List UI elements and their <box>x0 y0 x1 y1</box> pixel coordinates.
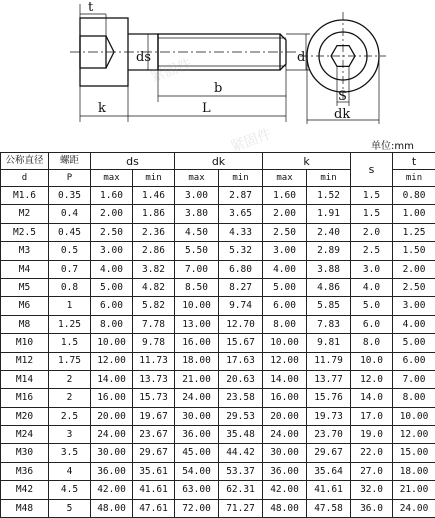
table-cell: 18.00 <box>393 462 435 480</box>
table-row <box>1 462 435 480</box>
table-cell: 12.00 <box>393 426 435 444</box>
table-cell: 32.0 <box>351 481 393 499</box>
table-cell: 5.85 <box>307 297 351 315</box>
table-cell: 19.0 <box>351 426 393 444</box>
table-cell: 10.0 <box>351 352 393 370</box>
table-cell: 8.0 <box>351 334 393 352</box>
table-cell: 19.73 <box>307 407 351 425</box>
label-ds: ds <box>136 50 151 65</box>
table-cell: 53.37 <box>219 462 263 480</box>
table-cell: 6.00 <box>263 297 307 315</box>
table-row <box>1 315 435 333</box>
table-cell: 16.00 <box>263 389 307 407</box>
table-row <box>1 205 435 223</box>
table-cell: 36.00 <box>91 462 133 480</box>
table-cell: 11.73 <box>133 352 175 370</box>
table-cell: 36.00 <box>263 462 307 480</box>
table-cell: 4.00 <box>393 315 435 333</box>
table-cell: 12.00 <box>263 352 307 370</box>
table-cell: M48 <box>1 499 49 517</box>
table-cell: 24.00 <box>393 499 435 517</box>
table-cell: 6.00 <box>91 297 133 315</box>
table-cell: 3 <box>49 426 91 444</box>
table-cell: 2 <box>49 389 91 407</box>
table-cell: 29.67 <box>307 444 351 462</box>
table-cell: M4 <box>1 260 49 278</box>
table-cell: M3 <box>1 242 49 260</box>
table-cell: 6.00 <box>393 352 435 370</box>
table-cell: 5.50 <box>175 242 219 260</box>
table-cell: 2.00 <box>91 205 133 223</box>
table-cell: M14 <box>1 370 49 388</box>
table-cell: 15.00 <box>393 444 435 462</box>
table-cell: 12.70 <box>219 315 263 333</box>
table-cell: 23.58 <box>219 389 263 407</box>
unit-note: 单位:mm <box>371 137 414 152</box>
table-cell: 3.5 <box>49 444 91 462</box>
table-row <box>1 260 435 278</box>
table-cell: M12 <box>1 352 49 370</box>
table-cell: 1.50 <box>393 242 435 260</box>
table-cell: 17.0 <box>351 407 393 425</box>
table-cell: 16.00 <box>175 334 219 352</box>
table-cell: M36 <box>1 462 49 480</box>
watermark: 紧固件 <box>228 123 274 156</box>
table-cell: 3.65 <box>219 205 263 223</box>
table-cell: 4.82 <box>133 278 175 296</box>
header-dk-min: min <box>219 170 263 187</box>
table-cell: 2.5 <box>351 242 393 260</box>
label-b: b <box>214 81 222 96</box>
table-cell: 20.63 <box>219 370 263 388</box>
label-t: t <box>88 0 94 15</box>
table-cell: 2 <box>49 370 91 388</box>
table-cell: 13.77 <box>307 370 351 388</box>
table-cell: 3.00 <box>175 187 219 205</box>
table-cell: 0.8 <box>49 278 91 296</box>
table-cell: 13.73 <box>133 370 175 388</box>
table-cell: M30 <box>1 444 49 462</box>
header-pitch: 螺距 <box>49 153 91 170</box>
table-cell: 1.91 <box>307 205 351 223</box>
table-cell: 3.82 <box>133 260 175 278</box>
table-cell: 16.00 <box>91 389 133 407</box>
table-cell: 0.80 <box>393 187 435 205</box>
table-row <box>1 187 435 205</box>
table-row <box>1 407 435 425</box>
table-cell: 8.00 <box>91 315 133 333</box>
table-row <box>1 499 435 517</box>
table-cell: 6.0 <box>351 315 393 333</box>
table-cell: 5 <box>49 499 91 517</box>
table-cell: 24.00 <box>175 389 219 407</box>
table-row <box>1 389 435 407</box>
table-cell: 2.50 <box>91 223 133 241</box>
header-dk-max: max <box>175 170 219 187</box>
table-cell: 1.60 <box>263 187 307 205</box>
table-cell: 8.27 <box>219 278 263 296</box>
table-cell: 2.0 <box>351 223 393 241</box>
table-row <box>1 352 435 370</box>
table-cell: 30.00 <box>91 444 133 462</box>
table-cell: 1.5 <box>351 187 393 205</box>
table-cell: 15.67 <box>219 334 263 352</box>
table-cell: 8.50 <box>175 278 219 296</box>
table-cell: 7.00 <box>393 370 435 388</box>
table-cell: 1 <box>49 297 91 315</box>
table-row <box>1 278 435 296</box>
table-cell: 30.00 <box>175 407 219 425</box>
table-cell: 17.63 <box>219 352 263 370</box>
table-cell: 13.00 <box>175 315 219 333</box>
table-cell: 62.31 <box>219 481 263 499</box>
table-cell: 4.00 <box>91 260 133 278</box>
table-cell: 9.74 <box>219 297 263 315</box>
table-cell: M2.5 <box>1 223 49 241</box>
label-d: d <box>297 50 305 65</box>
table-cell: 3.00 <box>263 242 307 260</box>
header-k-min: min <box>307 170 351 187</box>
table-cell: 9.78 <box>133 334 175 352</box>
table-cell: M24 <box>1 426 49 444</box>
watermark: 紧固件 <box>148 53 194 86</box>
table-cell: 5.32 <box>219 242 263 260</box>
table-cell: 0.45 <box>49 223 91 241</box>
table-cell: 4 <box>49 462 91 480</box>
table-cell: 5.00 <box>263 278 307 296</box>
table-row <box>1 297 435 315</box>
table-cell: 5.0 <box>351 297 393 315</box>
table-cell: 15.73 <box>133 389 175 407</box>
header-ds: ds <box>91 153 175 170</box>
table-cell: 71.27 <box>219 499 263 517</box>
table-cell: 8.00 <box>263 315 307 333</box>
table-cell: 21.00 <box>393 481 435 499</box>
table-cell: 21.00 <box>175 370 219 388</box>
table-cell: 4.5 <box>49 481 91 499</box>
table-cell: 30.00 <box>263 444 307 462</box>
table-cell: 5.00 <box>393 334 435 352</box>
header-ds-max: max <box>91 170 133 187</box>
table-cell: 7.83 <box>307 315 351 333</box>
table-cell: 1.25 <box>49 315 91 333</box>
table-cell: 63.00 <box>175 481 219 499</box>
table-cell: 12.00 <box>91 352 133 370</box>
spec-table-body <box>1 187 435 518</box>
table-cell: 24.00 <box>91 426 133 444</box>
header-t: t <box>393 153 435 170</box>
table-cell: 47.61 <box>133 499 175 517</box>
table-row <box>1 223 435 241</box>
header-t-min: min <box>393 170 435 187</box>
table-cell: 2.00 <box>393 260 435 278</box>
table-cell: 1.75 <box>49 352 91 370</box>
header-nominal-symbol: d <box>1 170 49 187</box>
table-cell: 35.61 <box>133 462 175 480</box>
table-cell: 0.5 <box>49 242 91 260</box>
table-cell: 2.87 <box>219 187 263 205</box>
table-cell: 3.88 <box>307 260 351 278</box>
table-cell: 35.48 <box>219 426 263 444</box>
table-cell: M42 <box>1 481 49 499</box>
table-cell: 27.0 <box>351 462 393 480</box>
table-cell: 14.0 <box>351 389 393 407</box>
table-row <box>1 481 435 499</box>
table-cell: 41.61 <box>307 481 351 499</box>
table-cell: M6 <box>1 297 49 315</box>
table-cell: M20 <box>1 407 49 425</box>
label-k: k <box>98 101 106 116</box>
table-cell: 47.58 <box>307 499 351 517</box>
table-cell: 45.00 <box>175 444 219 462</box>
label-L: L <box>202 101 211 116</box>
table-cell: 4.0 <box>351 278 393 296</box>
table-cell: 36.00 <box>175 426 219 444</box>
table-cell: 20.00 <box>91 407 133 425</box>
table-cell: 19.67 <box>133 407 175 425</box>
table-cell: 23.67 <box>133 426 175 444</box>
table-cell: 48.00 <box>263 499 307 517</box>
table-cell: 3.0 <box>351 260 393 278</box>
table-cell: 1.5 <box>351 205 393 223</box>
table-cell: 2.00 <box>263 205 307 223</box>
label-dk: dk <box>334 107 350 122</box>
table-cell: 1.86 <box>133 205 175 223</box>
table-cell: 54.00 <box>175 462 219 480</box>
table-cell: 10.00 <box>393 407 435 425</box>
spec-table <box>0 152 435 518</box>
table-cell: 72.00 <box>175 499 219 517</box>
table-cell: 36.0 <box>351 499 393 517</box>
table-cell: M8 <box>1 315 49 333</box>
table-cell: 18.00 <box>175 352 219 370</box>
table-row <box>1 426 435 444</box>
table-row <box>1 242 435 260</box>
table-row <box>1 334 435 352</box>
table-cell: 2.89 <box>307 242 351 260</box>
table-cell: 0.4 <box>49 205 91 223</box>
table-cell: 10.00 <box>175 297 219 315</box>
table-cell: 23.70 <box>307 426 351 444</box>
table-cell: 29.67 <box>133 444 175 462</box>
header-ds-min: min <box>133 170 175 187</box>
table-cell: 24.00 <box>263 426 307 444</box>
table-cell: 11.79 <box>307 352 351 370</box>
table-cell: 1.00 <box>393 205 435 223</box>
table-cell: 42.00 <box>263 481 307 499</box>
table-cell: 4.33 <box>219 223 263 241</box>
table-cell: 5.82 <box>133 297 175 315</box>
table-cell: M1.6 <box>1 187 49 205</box>
table-cell: 6.80 <box>219 260 263 278</box>
table-cell: 7.00 <box>175 260 219 278</box>
table-cell: 4.00 <box>263 260 307 278</box>
table-cell: 2.50 <box>393 278 435 296</box>
table-cell: 3.80 <box>175 205 219 223</box>
table-cell: 1.5 <box>49 334 91 352</box>
table-row <box>1 444 435 462</box>
table-cell: 3.00 <box>91 242 133 260</box>
header-nominal: 公称直径 <box>1 153 49 170</box>
table-cell: 41.61 <box>133 481 175 499</box>
table-cell: M2 <box>1 205 49 223</box>
table-cell: 35.64 <box>307 462 351 480</box>
table-cell: M10 <box>1 334 49 352</box>
header-s: s <box>351 153 393 187</box>
table-cell: 10.00 <box>91 334 133 352</box>
table-cell: 4.86 <box>307 278 351 296</box>
table-cell: M5 <box>1 278 49 296</box>
label-S: S <box>338 89 347 104</box>
table-cell: 7.78 <box>133 315 175 333</box>
table-cell: 15.76 <box>307 389 351 407</box>
table-cell: 10.00 <box>263 334 307 352</box>
table-cell: 2.5 <box>49 407 91 425</box>
header-k-max: max <box>263 170 307 187</box>
header-k: k <box>263 153 351 170</box>
table-cell: 4.50 <box>175 223 219 241</box>
table-cell: 0.7 <box>49 260 91 278</box>
table-cell: 29.53 <box>219 407 263 425</box>
table-cell: 14.00 <box>263 370 307 388</box>
table-cell: 2.40 <box>307 223 351 241</box>
table-cell: 22.0 <box>351 444 393 462</box>
table-cell: 12.0 <box>351 370 393 388</box>
table-cell: 0.35 <box>49 187 91 205</box>
table-cell: 2.86 <box>133 242 175 260</box>
table-cell: 48.00 <box>91 499 133 517</box>
table-cell: 5.00 <box>91 278 133 296</box>
table-row <box>1 370 435 388</box>
table-cell: 9.81 <box>307 334 351 352</box>
table-cell: 20.00 <box>263 407 307 425</box>
table-cell: 8.00 <box>393 389 435 407</box>
technical-drawing <box>0 0 435 132</box>
table-cell: 1.52 <box>307 187 351 205</box>
table-cell: 1.46 <box>133 187 175 205</box>
header-pitch-symbol: P <box>49 170 91 187</box>
table-cell: 1.25 <box>393 223 435 241</box>
table-cell: M16 <box>1 389 49 407</box>
header-dk: dk <box>175 153 263 170</box>
table-cell: 42.00 <box>91 481 133 499</box>
table-cell: 3.00 <box>393 297 435 315</box>
table-cell: 2.36 <box>133 223 175 241</box>
table-cell: 2.50 <box>263 223 307 241</box>
table-cell: 14.00 <box>91 370 133 388</box>
table-cell: 1.60 <box>91 187 133 205</box>
table-cell: 44.42 <box>219 444 263 462</box>
